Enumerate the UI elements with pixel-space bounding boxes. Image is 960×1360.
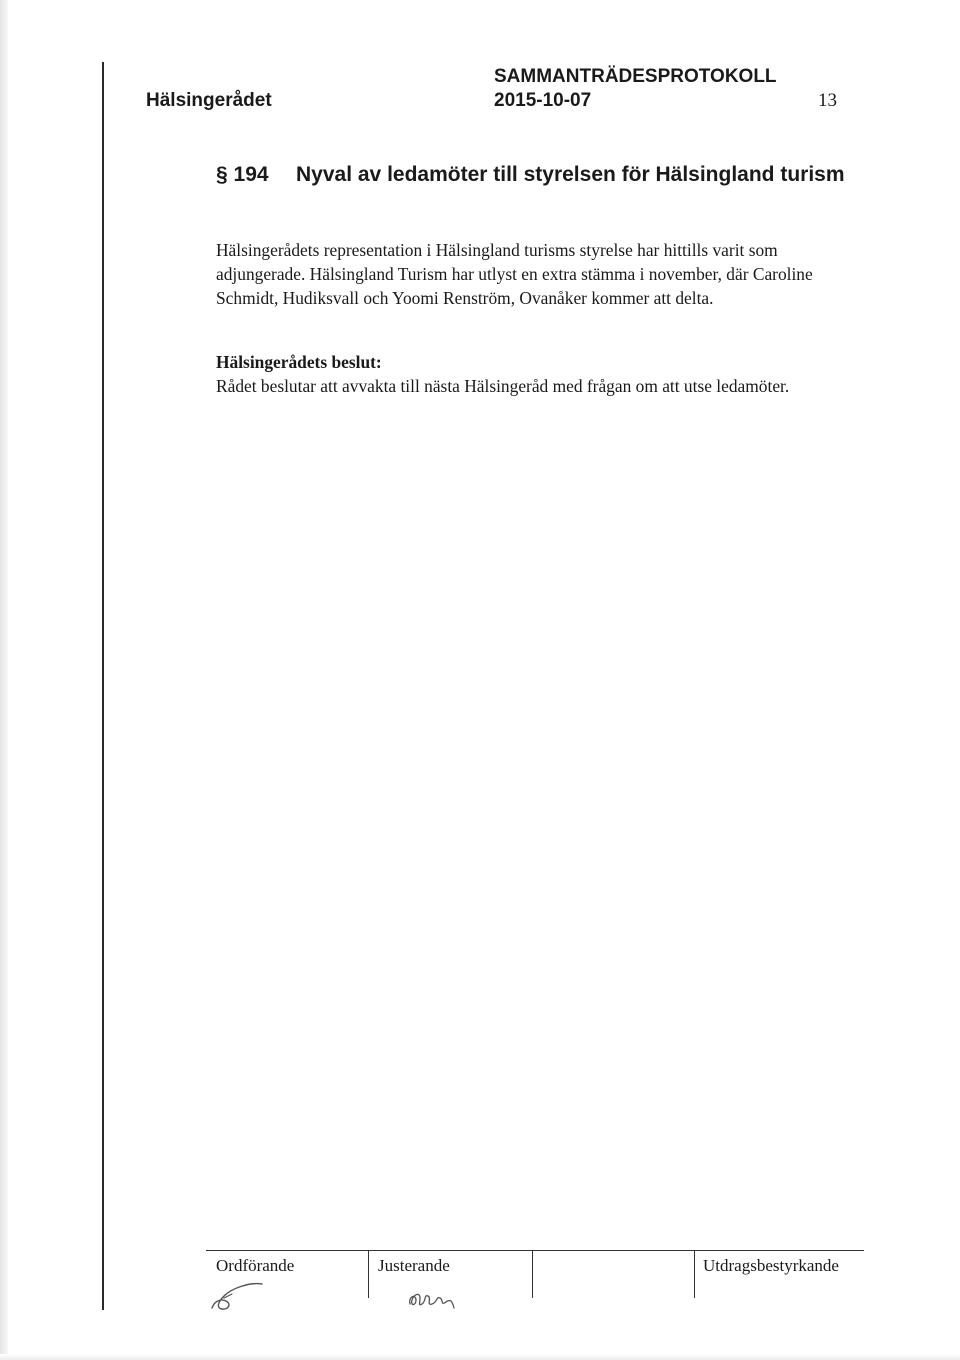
section-title: Nyval av ledamöter till styrelsen för Hälsingland turism	[296, 163, 845, 186]
footer-divider-3	[694, 1250, 695, 1298]
chair-signature	[210, 1280, 270, 1312]
left-margin-rule	[102, 62, 104, 1310]
meeting-date: 2015-10-07	[494, 90, 592, 111]
decision-text: Rådet beslutar att avvakta till nästa Hälsingeråd med frågan om att utse ledamöter.	[216, 376, 790, 396]
organization-name: Hälsingerådet	[146, 90, 272, 111]
page-number: 13	[818, 90, 837, 111]
footer-rule	[206, 1250, 864, 1251]
section-number: § 194	[216, 163, 269, 186]
footer-divider-2	[532, 1250, 533, 1298]
scan-edge-bottom	[0, 1354, 960, 1360]
document-type: SAMMANTRÄDESPROTOKOLL	[494, 66, 777, 87]
scan-edge-left	[0, 0, 8, 1360]
signature-footer	[206, 1250, 864, 1310]
body-paragraph: Hälsingerådets representation i Hälsingland turisms styrelse har hittills varit som adjungerade. Hälsingland Turism har utlyst en extra stämma i november, där Caroline Schmidt, Hudiksvall och Yoomi Renström, Ovanåker kommer att delta.	[216, 240, 813, 308]
adjuster-label: Justerande	[378, 1256, 450, 1275]
section-heading	[216, 162, 856, 188]
decision-label: Hälsingerådets beslut:	[216, 352, 382, 372]
chair-label: Ordförande	[216, 1256, 295, 1275]
certifier-label: Utdragsbestyrkande	[703, 1256, 839, 1275]
adjuster-signature	[404, 1288, 460, 1312]
footer-divider-1	[368, 1250, 369, 1298]
